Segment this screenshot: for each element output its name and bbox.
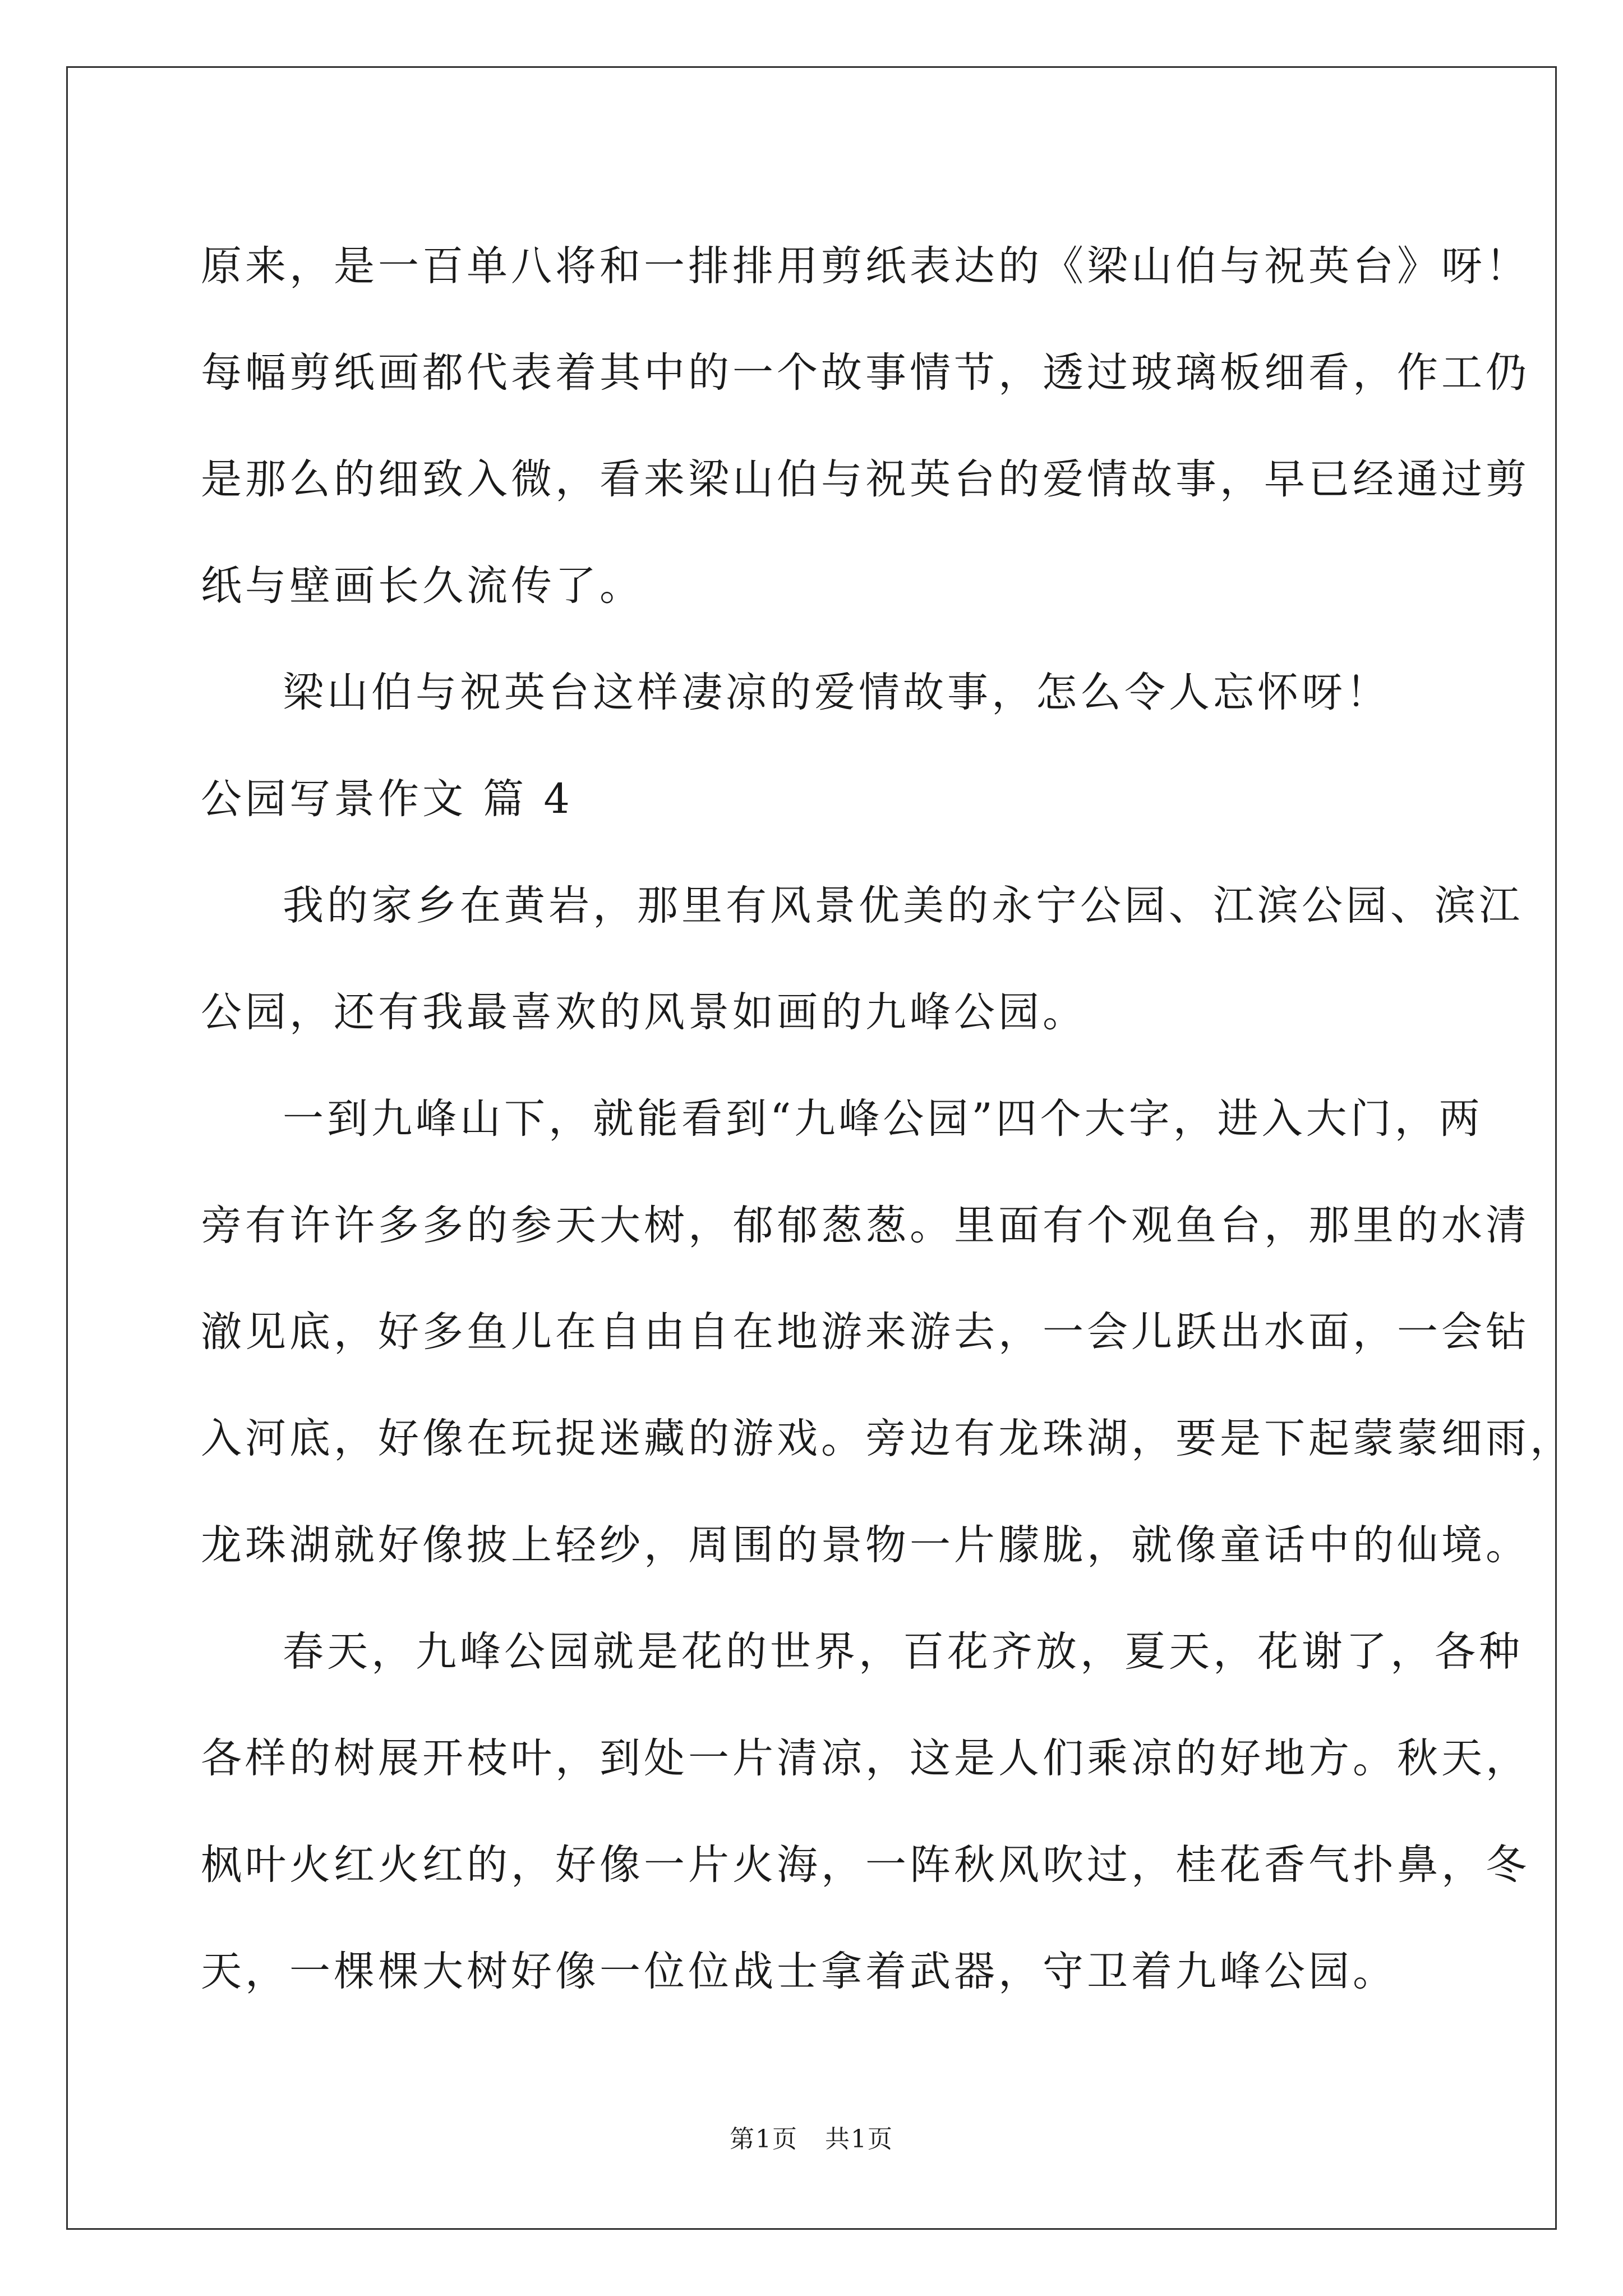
text-line: 是那么的细致入微，看来梁山伯与祝英台的爱情故事，早已经通过剪 xyxy=(201,455,1530,503)
text-line: 每幅剪纸画都代表着其中的一个故事情节，透过玻璃板细看，作工仍 xyxy=(201,349,1530,397)
text-line: 龙珠湖就好像披上轻纱，周围的景物一片朦胧，就像童话中的仙境。 xyxy=(201,1521,1530,1569)
text-line: 我的家乡在黄岩，那里有风景优美的永宁公园、江滨公园、滨江 xyxy=(283,882,1523,930)
text-line: 公园，还有我最喜欢的风景如画的九峰公园。 xyxy=(201,988,1087,1036)
page-number-footer: 第1页 共1页 xyxy=(730,2125,893,2154)
text-line: 枫叶火红火红的，好像一片火海，一阵秋风吹过，桂花香气扑鼻，冬 xyxy=(201,1841,1530,1889)
text-line: 纸与壁画长久流传了。 xyxy=(201,562,644,610)
text-line: 各样的树展开枝叶，到处一片清凉，这是人们乘凉的好地方。秋天， xyxy=(201,1734,1530,1782)
text-line: 原来，是一百单八将和一排排用剪纸表达的《梁山伯与祝英台》呀！ xyxy=(201,242,1530,290)
text-line: 入河底，好像在玩捉迷藏的游戏。旁边有龙珠湖，要是下起蒙蒙细雨， xyxy=(201,1415,1574,1462)
text-line: 春天，九峰公园就是花的世界，百花齐放，夏天，花谢了，各种 xyxy=(283,1628,1523,1676)
document-body xyxy=(201,213,1574,2025)
text-line: 天，一棵棵大树好像一位位战士拿着武器，守卫着九峰公园。 xyxy=(201,1948,1397,1995)
text-line: 梁山伯与祝英台这样凄凉的爱情故事，怎么令人忘怀呀！ xyxy=(283,669,1390,716)
text-line: 一到九峰山下，就能看到“九峰公园”四个大字，进入大门，两 xyxy=(283,1095,1483,1143)
text-line: 澈见底，好多鱼儿在自由自在地游来游去，一会儿跃出水面，一会钻 xyxy=(201,1308,1530,1356)
section-heading: 公园写景作文 篇 4 xyxy=(201,775,573,823)
text-line: 旁有许许多多的参天大树，郁郁葱葱。里面有个观鱼台，那里的水清 xyxy=(201,1202,1530,1249)
